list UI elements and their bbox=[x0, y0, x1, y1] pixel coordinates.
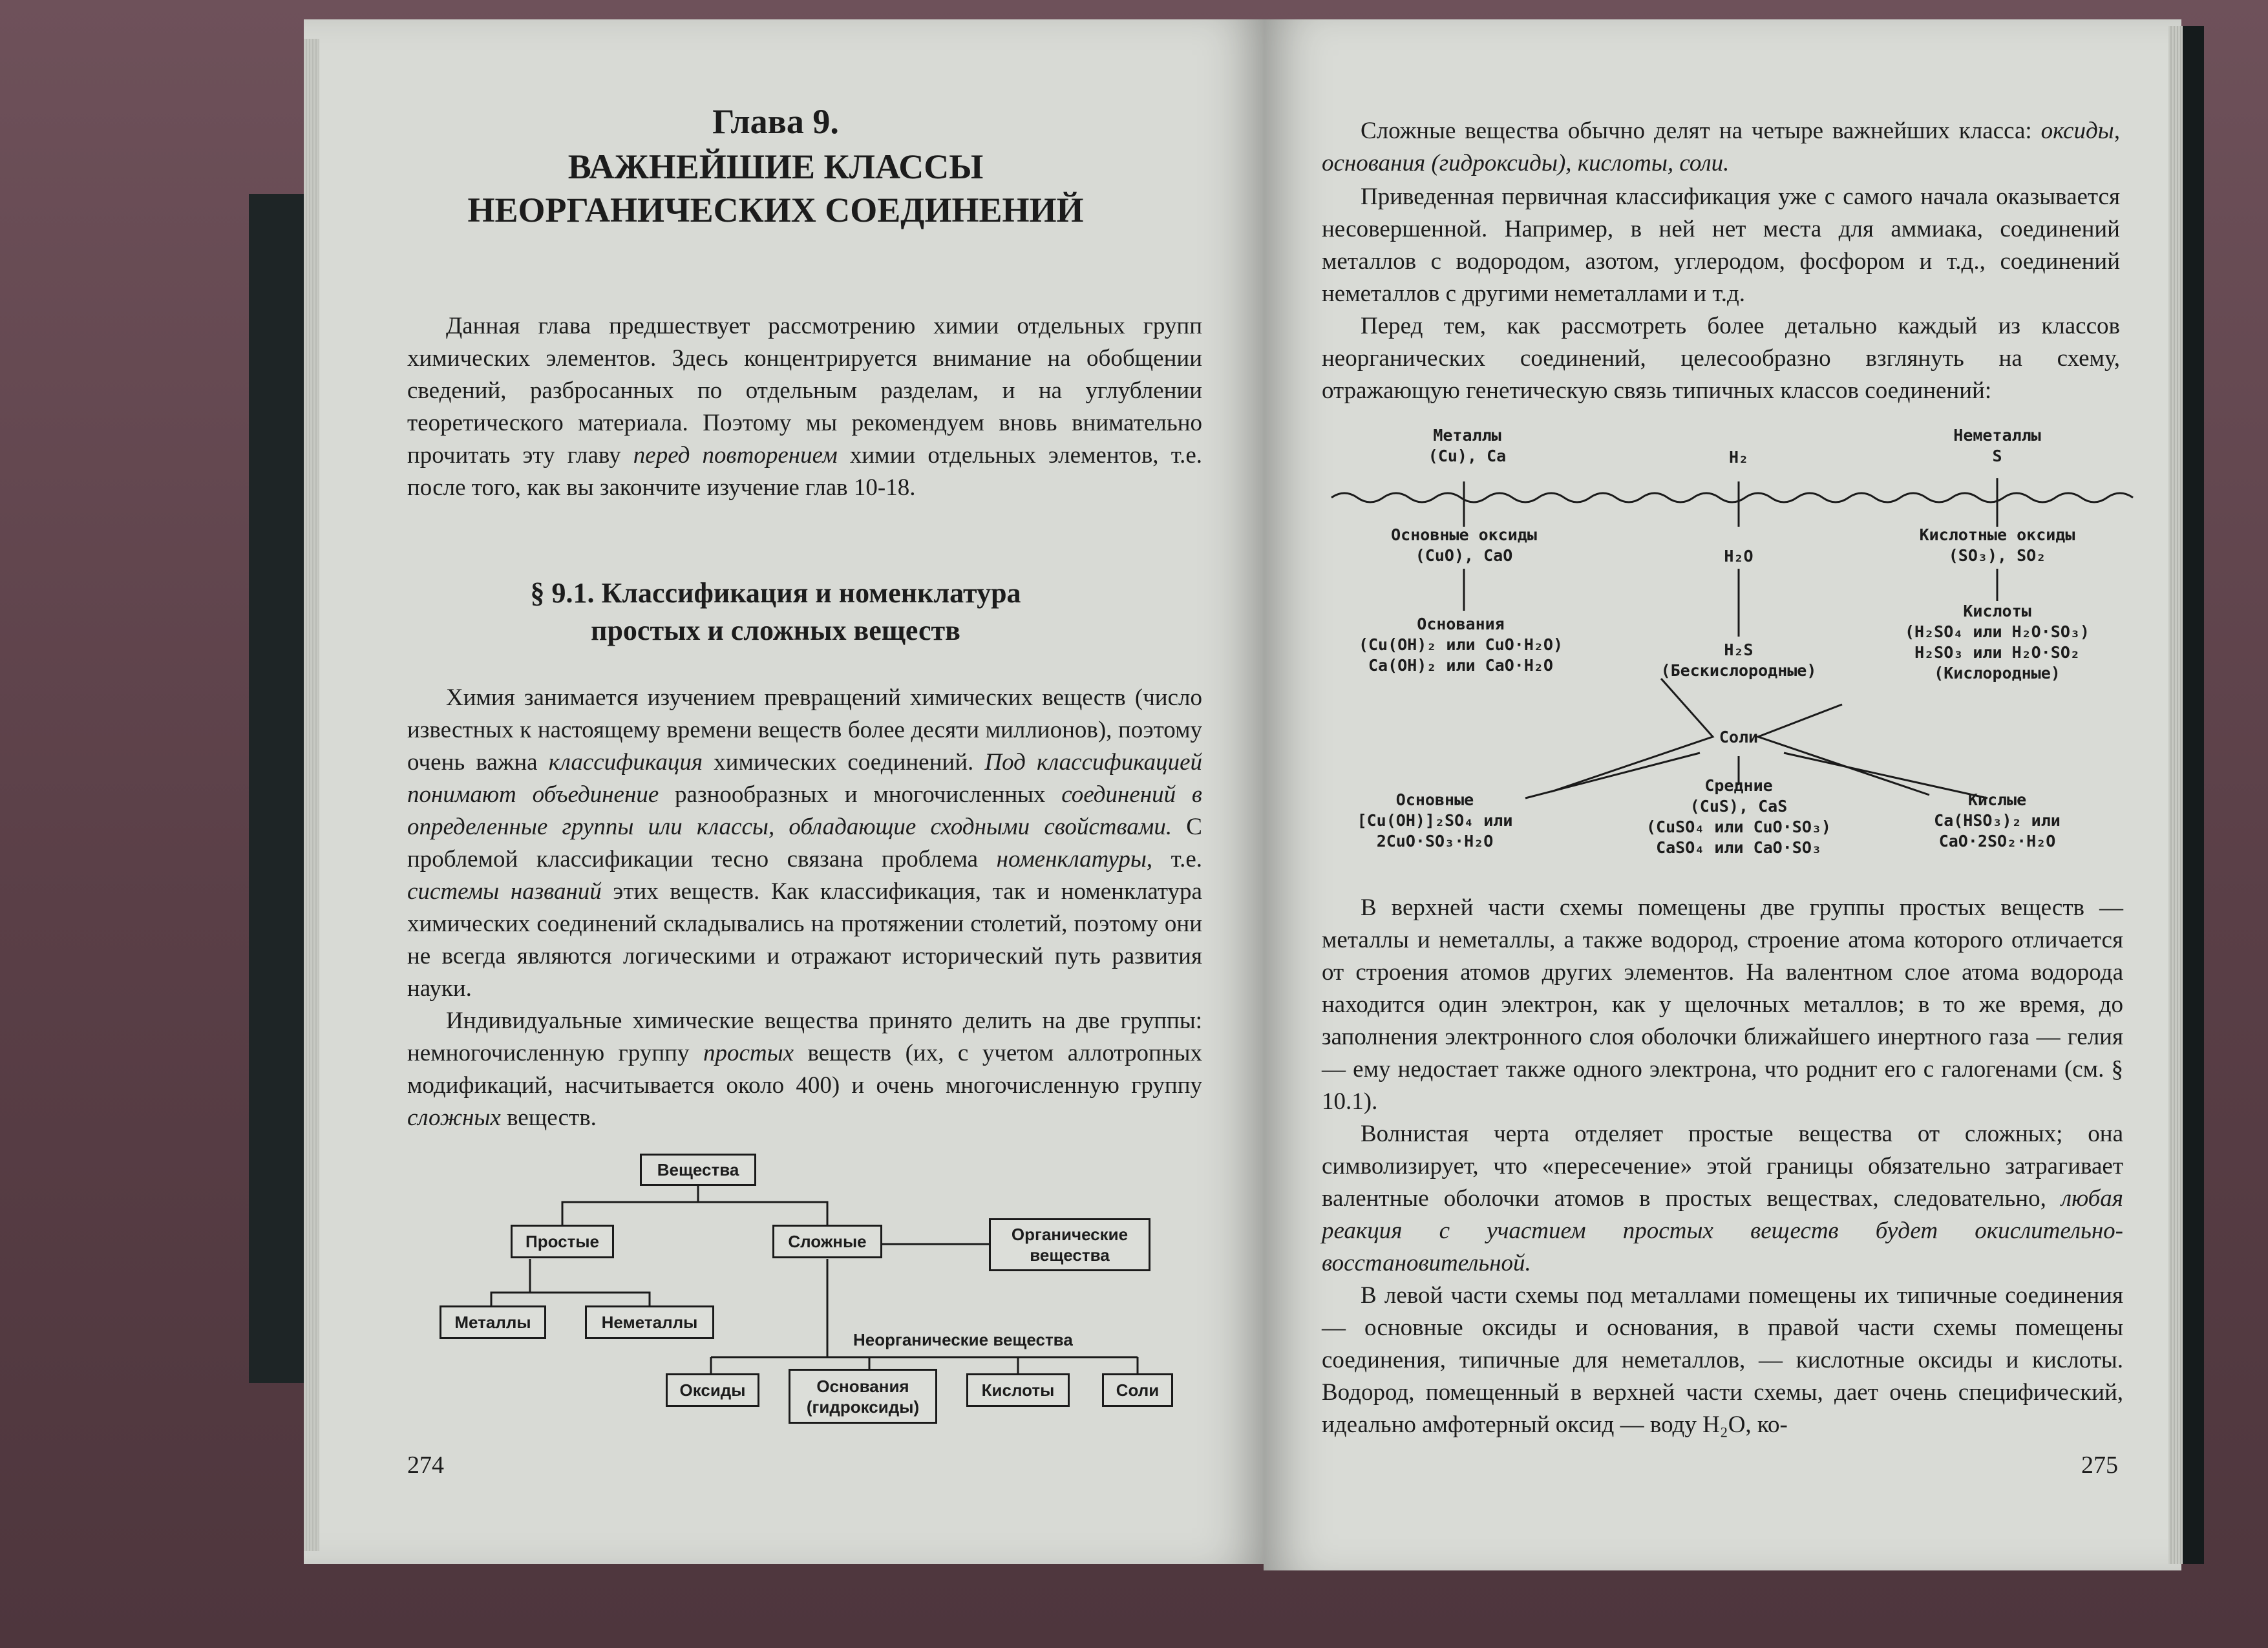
tree-node-metals: Металлы bbox=[440, 1305, 546, 1339]
chapter-subtitle-line2: НЕОРГАНИЧЕСКИХ СОЕДИНЕНИЙ bbox=[467, 191, 1084, 229]
right-paragraph-4: В верхней части схемы помещены две группы простых веществ — металлы и неметаллы, а также водород, строение атома которого отличается от строения атомов других элементов. На валентном слое атома водорода находится один электрон, как у щелочных металлов; в то же время, до заполнения электронного слоя оболочки ближайшего инертного газа — гелия — ему недостает также одного электрона, что роднит его с галогенами (см. § 10.1). bbox=[1322, 894, 2123, 1115]
tree-node-organic: Органические вещества bbox=[989, 1218, 1150, 1271]
scheme-nonmetals: Неметаллы S bbox=[1953, 426, 2041, 465]
tree-node-salts: Соли bbox=[1102, 1373, 1173, 1407]
scheme-acids: Кислоты (H₂SO₄ или H₂O·SO₃) H₂SO₃ или H₂O·SO₂ (Кислородные) bbox=[1905, 602, 2090, 682]
scheme-h2s: H₂S (Бескислородные) bbox=[1660, 640, 1817, 680]
right-paragraph-1: Сложные вещества обычно делят на четыре важнейших класса: оксиды, основания (гидроксиды), кислоты, соли. bbox=[1322, 118, 2120, 176]
page-number-left: 274 bbox=[407, 1452, 444, 1479]
scheme-bases: Основания (Cu(OH)₂ или CuO·H₂O) Ca(OH)₂ или CaO·H₂O bbox=[1358, 615, 1563, 675]
chapter-title: Глава 9. bbox=[712, 102, 839, 141]
intro-paragraph: Данная глава предшествует рассмотрению химии отдельных групп химических элементов. Здесь концентрируется внимание на обобщении сведений, разбросанных по отдельным разделам, и на углублении теоретического материала. Поэтому мы рекомендуем вновь внимательно прочитать эту главу перед повторением химии отдельных элементов, т.е. после того, как вы закончите изучение глав 10-18. bbox=[407, 313, 1202, 501]
scheme-hydrogen: H₂ bbox=[1728, 448, 1749, 467]
page-number-right: 275 bbox=[2081, 1452, 2118, 1479]
scheme-basic-oxides: Основные оксиды (CuO), CaO bbox=[1391, 525, 1537, 565]
body-paragraph-1: Химия занимается изучением превращений химических веществ (число известных к настоящему времени веществ более десяти миллионов), поэтому очень важна классификация химических соединений. Под классификацией понимают объединение разнообразных и многочисленных соединений в определенные группы или классы, обладающие сходными свойствами. С проблемой классификации тесно связана проблема номенклатуры, т.е. системы названий этих веществ. Как классификация, так и номенклатура химических соединений складывались на протяжении столетий, поэтому они не всегда являются логическими и отражают исторический путь развития науки. bbox=[407, 684, 1202, 1002]
tree-node-simple: Простые bbox=[511, 1225, 614, 1258]
tree-label-inorganic: Неорганические вещества bbox=[853, 1330, 1073, 1349]
tree-node-nonmetals: Неметаллы bbox=[585, 1305, 714, 1339]
right-paragraph-3: Перед тем, как рассмотреть более детально каждый из классов неорганических соединений, целесообразно взглянуть на схему, отражающую генетическую связь типичных классов соединений: bbox=[1322, 313, 2120, 404]
scheme-basic-salts: Основные [Cu(OH)]₂SO₄ или 2CuO·SO₃·H₂O bbox=[1357, 790, 1513, 850]
scheme-acid-salts: Кислые Ca(HSO₃)₂ или CaO·2SO₂·H₂O bbox=[1934, 790, 2061, 850]
section-title-line2: простых и сложных веществ bbox=[591, 615, 960, 646]
tree-node-acids: Кислоты bbox=[966, 1373, 1070, 1407]
tree-node-oxides: Оксиды bbox=[666, 1373, 759, 1407]
tree-node-complex: Сложные bbox=[772, 1225, 882, 1258]
section-title-line1: § 9.1. Классификация и номенклатура bbox=[530, 577, 1021, 609]
body-paragraph-2: Индивидуальные химические вещества принято делить на две группы: немногочисленную группу простых веществ (их, с учетом аллотропных модификаций, насчитывается около 400) и очень многочисленную группу сложных веществ. bbox=[407, 1008, 1202, 1131]
scheme-metals: Металлы (Cu), Ca bbox=[1428, 426, 1507, 465]
right-paragraph-5: Волнистая черта отделяет простые вещества от сложных; она символизирует, что «пересечение» этой границы обязательно затрагивает валентные оболочки атомов в простых веществах, следовательно, любая реакция с участием простых веществ будет окислительно-восстановительной. bbox=[1322, 1121, 2123, 1276]
right-paragraph-2: Приведенная первичная классификация уже с самого начала оказывается несовершенной. Например, в ней нет места для аммиака, соединений металлов с водородом, азотом, углеродом, фосфором и т.д., соединений неметаллов с другими неметаллами и т.д. bbox=[1322, 184, 2120, 307]
chapter-subtitle-line1: ВАЖНЕЙШИЕ КЛАССЫ bbox=[567, 147, 984, 186]
right-paragraph-6: В левой части схемы под металлами помещены их типичные соединения — основные оксиды и основания, в правой части схемы помещены соединения, типичные для неметаллов, — кислотные оксиды и кислоты. Водород, помещенный в верхней части схемы, дает очень специфический, идеально амфотерный оксид — воду H₂O, ко- bbox=[1322, 1282, 2123, 1438]
scheme-medium-salts: Средние (CuS), CaS (CuSO₄ или CuO·SO₃) CaSO₄ или CaO·SO₃ bbox=[1646, 776, 1831, 857]
tree-node-bases: Основания (гидроксиды) bbox=[789, 1369, 937, 1424]
scheme-salts: Соли bbox=[1719, 728, 1759, 746]
tree-node-substances: Вещества bbox=[640, 1154, 756, 1186]
scheme-acid-oxides: Кислотные оксиды (SO₃), SO₂ bbox=[1919, 525, 2075, 565]
scheme-water: H₂O bbox=[1724, 547, 1754, 565]
